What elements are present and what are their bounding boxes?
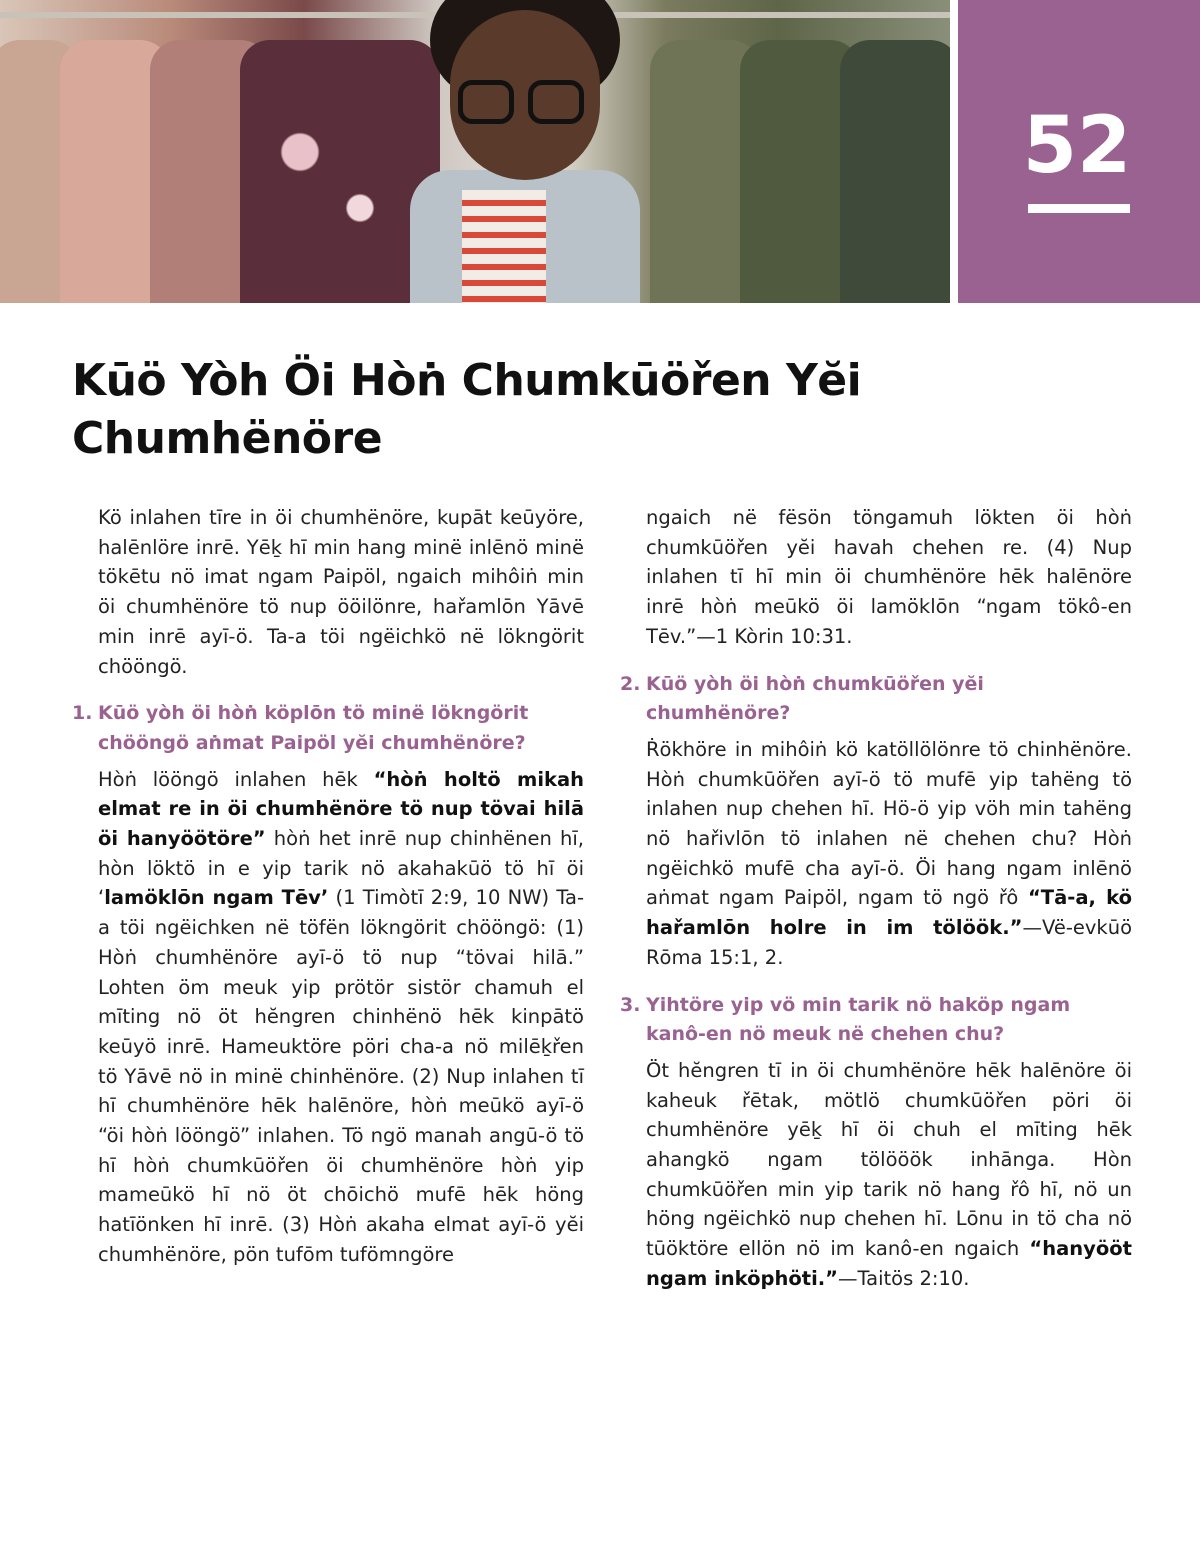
text-run: Ṙökhöre in mihôiṅ kö katöllölönre tö chinhënöre. Hòṅ chumkūöřen ayī-ö tö mufē yip tahëng tö inlahen nup chehen hī. Hö-ö yip vöh min tahëng nö hařivlōn tö inlahen në chehen chu? Hòṅ ngëichkö mufē cha ayī-ö. Öi hang ngam inlēnö aṅmat ngam Paipöl, ngam tö ngö řô (646, 737, 1132, 910)
hero-photo (0, 0, 950, 303)
text-run: (1 Timòtī 2:9, 10 NW) Ta-a töi ngëichken në töfën lökngörit chööngö: (1) Hòṅ chumhënöre ayī-ö tö nup “tövai hilā.” Lohten öm meuk yip prötör sistör chamuh el mīting nö öt hĕngren chinhënö hēk kinpātö keūyö inrē. Hameuktöre pöri cha-a nö milēḵřen tö Yāvē nö in minë chinhënöre. (2) Nup inlahen tī hī chumhënöre hēk halēnöre, hòṅ meūkö ayī-ö “öi hòṅ lööngö” inlahen. Tö ngö manah angū-ö tö hī hòṅ chumkūöřen öi chumhënöre hòṅ yip mameūkö hī nö öt chōichö mufē hēk höng hatīönken hī inrē. (3) Hòṅ akaha elmat ayī-ö yĕi chumhënöre, pön tufōm tufömngöre (98, 886, 584, 1266)
bold-quote: “Tā-a, kö hařamlōn holre in im tölöök.” (646, 886, 1132, 940)
text-run: hòṅ het inrē nup chinhënen hī, hòn löktö in e yip tarik nö akahakūö tö hī öi ‘ (98, 827, 584, 910)
text-run: —Vë-evkūö Rōma 15:1, 2. (646, 916, 1132, 969)
question-text: Kūö yòh öi hòṅ chumkūöřen yĕi chumhënöre? (646, 672, 984, 725)
bold-quote: “hanyööt ngam inköphöti.” (646, 1237, 1132, 1290)
section-1-body (72, 765, 584, 1270)
question-number: 2. (620, 672, 641, 695)
section-3-body (620, 1056, 1132, 1294)
striped-shirt (462, 190, 546, 303)
section-question-3 (620, 991, 1132, 1050)
text-run: Hòṅ lööngö inlahen hēk (98, 767, 374, 791)
question-number: 1. (72, 702, 93, 725)
intro-paragraph: Kö inlahen tīre in öi chumhënöre, kupāt keūyöre, halēnlöre inrē. Yēḵ hī min hang minë inlēnö minë tökētu nö imat ngam Paipöl, ngaich mihôiṅ min öi chumhënöre tö nup ööilönre, hařamlōn Yāvē min inrē ayī-ö. Ta-a töi ngëichkö në lökngörit chööngö. (98, 506, 584, 678)
page-title: Kūö Yòh Öi Hòṅ Chumkūöřen Yĕi Chumhënöre (72, 355, 862, 464)
text-run: Öt hĕngren tī in öi chumhënöre hēk halēnöre öi kaheuk řētak, mötlö chumkūöřen pöri öi chumhënöre yēḵ hī öi chuh el mīting hēk ahangkö ngam tölööök inhānga. Hòn chumkūöřen min yip tarik nö hang řô hī, nö un höng ngëichkö nup chehen hī. Lōnu in tö cha nö tūöktöre ellön nö im kanô-en ngaich (646, 1058, 1132, 1261)
lesson-number-box (958, 0, 1200, 303)
lesson-number: 52 (1022, 101, 1132, 191)
garment (840, 40, 950, 303)
question-text: Yihtöre yip vö min tarik nö haköp ngam kanô-en nö meuk në chehen chu? (646, 993, 1071, 1046)
question-number: 3. (620, 993, 641, 1016)
column-right (620, 503, 1132, 1294)
question-text: Kūö yòh öi hòṅ köplōn tö minë lökngörit chööngö aṅmat Paipöl yĕi chumhënöre? (98, 702, 529, 754)
column-left (72, 503, 584, 1270)
bold-quote: lamöklōn ngam Tēv’ (104, 886, 329, 910)
lesson-number-rule (1028, 204, 1130, 213)
section-question-2 (620, 670, 1132, 729)
section-2-body (620, 735, 1132, 973)
section-1-continuation: ngaich në fësön töngamuh lökten öi hòṅ chumkūöřen yĕi havah chehen re. (4) Nup inlahen tī hī min öi chumhënöre hēk halēnöre inrē hòṅ meūkö öi lamöklōn “ngam tökô-en Tēv.”—1 Kòrin 10:31. (646, 506, 1132, 648)
section-question-1 (72, 699, 584, 758)
glasses-icon (458, 80, 592, 128)
bold-quote: “hòṅ holtö mikah elmat re in öi chumhënöre tö nup tövai hilā öi hanyöötöre” (98, 767, 585, 851)
text-run: —Taitös 2:10. (837, 1266, 970, 1290)
